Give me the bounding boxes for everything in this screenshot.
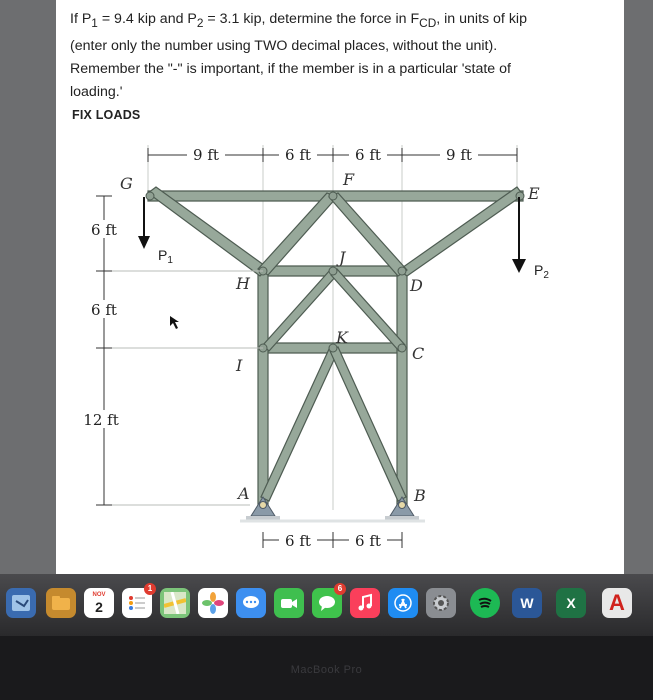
node-label-i: I <box>236 356 243 375</box>
calendar-month: NOV <box>92 592 106 598</box>
pin-support-a <box>246 497 280 520</box>
node-label-c: C <box>412 344 425 363</box>
node-label-h: H <box>236 274 250 293</box>
maps-icon[interactable] <box>160 588 190 618</box>
question-text <box>70 8 610 104</box>
facetime-icon[interactable] <box>274 588 304 618</box>
messages-badge: 6 <box>334 583 346 595</box>
word-letter: W <box>520 595 534 611</box>
dim-top-2: 6 ft <box>285 146 311 164</box>
load-arrow-p2 <box>512 197 526 273</box>
messages-blue-icon[interactable] <box>236 588 266 618</box>
system-preferences-icon[interactable] <box>426 588 456 618</box>
dim-left-3: 12 ft <box>83 411 119 429</box>
finder-icon[interactable] <box>6 588 36 618</box>
node-label-b: B <box>414 486 426 505</box>
node-label-g: G <box>120 174 133 193</box>
spotify-icon[interactable] <box>470 588 500 618</box>
left-dimension-line <box>96 196 263 505</box>
dim-top-3: 6 ft <box>355 146 381 164</box>
macos-dock <box>0 574 653 636</box>
dim-left-1: 6 ft <box>91 221 117 239</box>
calendar-day: 2 <box>95 599 103 615</box>
dim-bottom-2: 6 ft <box>355 532 381 550</box>
truss-diagram <box>56 125 624 555</box>
music-icon[interactable] <box>350 588 380 618</box>
node-label-e: E <box>528 184 540 203</box>
dim-top-4: 9 ft <box>446 146 472 164</box>
node-label-f: F <box>343 170 355 189</box>
excel-letter: X <box>566 595 576 611</box>
photos-icon[interactable] <box>198 588 228 618</box>
acrobat-letter: A <box>609 590 625 615</box>
messages-icon[interactable] <box>312 584 343 618</box>
load-arrow-p1 <box>138 197 150 249</box>
app-store-icon[interactable] <box>388 588 418 618</box>
load-label-p1: $P_1$ <box>158 247 173 266</box>
node-label-d: D <box>410 276 423 295</box>
reminders-icon[interactable] <box>122 584 153 618</box>
dim-top-1: 9 ft <box>193 146 219 164</box>
node-label-k: K <box>336 328 348 347</box>
reminders-badge: 1 <box>144 583 156 595</box>
node-label-j: J <box>339 248 346 267</box>
question-line-2: (enter only the number using TWO decimal places, without the unit). <box>70 37 498 54</box>
mouse-pointer-icon <box>170 316 179 329</box>
dim-bottom-1: 6 ft <box>285 532 311 550</box>
acrobat-icon[interactable] <box>602 588 632 618</box>
excel-icon[interactable] <box>556 588 586 618</box>
calendar-icon[interactable] <box>84 588 114 618</box>
question-line-4: loading.' <box>70 83 123 100</box>
question-line-3: Remember the "-" is important, if the member is in a particular 'state of <box>70 60 511 77</box>
dim-left-2: 6 ft <box>91 301 117 319</box>
question-page <box>56 0 624 574</box>
truss-joints <box>146 192 524 352</box>
fix-loads-label: FIX LOADS <box>72 108 141 122</box>
load-label-p2: $P_2$ <box>534 262 549 281</box>
node-label-a: A <box>238 484 250 503</box>
question-line-1: If $P_1 = 9.4$ kip and $P_2 = 3.1$ kip, determine the force in $F_{CD}$, in units of kip <box>70 11 527 30</box>
bezel-label: MacBook Pro <box>290 664 363 676</box>
word-icon[interactable] <box>512 588 542 618</box>
folder-icon[interactable] <box>46 588 76 618</box>
